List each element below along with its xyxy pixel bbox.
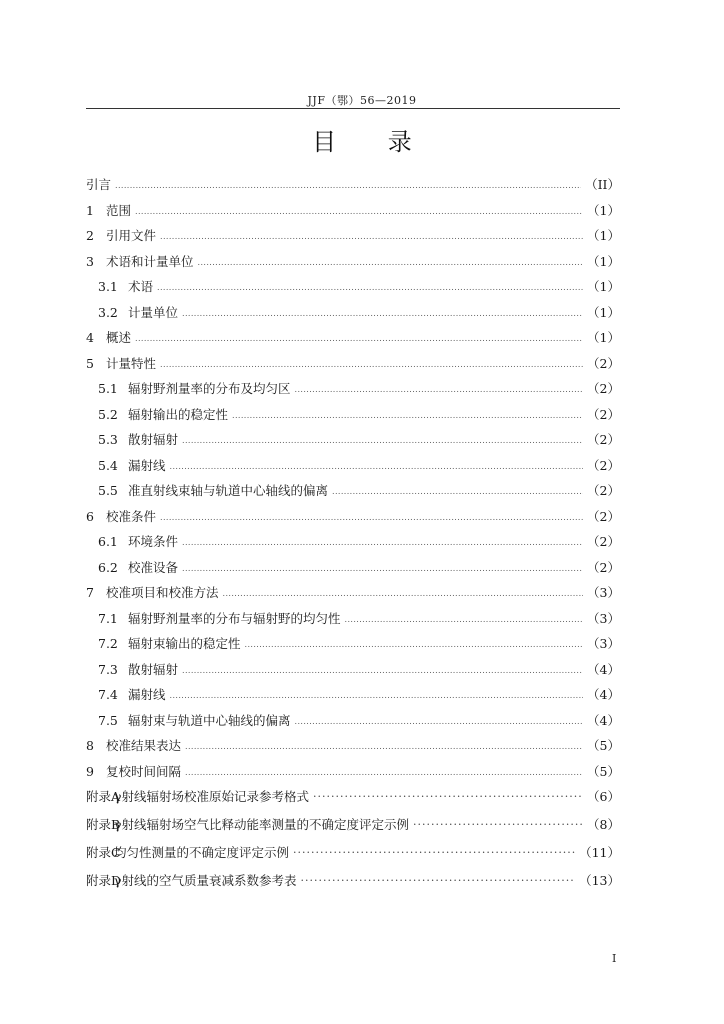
toc-entry-page: （1） (587, 228, 620, 243)
toc-entry-label: 校准条件 (106, 508, 157, 524)
toc-entry-label: 复校时间间隔 (106, 763, 182, 779)
page-title: 目 录 (312, 128, 434, 156)
toc-entry-9[interactable] (86, 762, 620, 788)
toc-appendix-c[interactable] (86, 843, 620, 871)
toc-entry-number: 5.1 (98, 381, 118, 396)
toc-entry-label: 校准项目和校准方法 (106, 585, 219, 600)
toc-entry-page: （1） (587, 304, 620, 320)
toc-entry-2[interactable] (86, 226, 620, 252)
toc-entry-label: 散射辐射 (128, 661, 179, 677)
toc-entry-number: 6.1 (98, 534, 118, 549)
toc-entry-8[interactable] (86, 736, 620, 762)
toc-entry-page: （2） (587, 483, 620, 498)
toc-entry-number: 5 (86, 355, 94, 371)
toc-leader-dots (345, 610, 584, 625)
toc-leader-dots (160, 508, 583, 523)
toc-entry-1[interactable] (86, 201, 620, 227)
toc-entry-number: 5.3 (98, 432, 118, 447)
toc-appendix-label: γ射线的空气质量衰减系数参考表 (114, 873, 297, 888)
toc-leader-dots (313, 788, 583, 803)
toc-appendix-a[interactable] (86, 787, 620, 815)
toc-entry-page: （II） (585, 177, 620, 192)
toc-entry-number: 8 (86, 738, 94, 753)
toc-entry-3-1[interactable] (86, 277, 620, 303)
toc-entry-label: 术语 (128, 279, 154, 294)
toc-entry-5-5[interactable] (86, 481, 620, 507)
toc-entry-7-5[interactable] (86, 711, 620, 737)
toc-entry-5-4[interactable] (86, 456, 620, 482)
toc-appendix-number: 附录B (86, 817, 121, 832)
toc-entry-label: 范围 (106, 202, 132, 218)
toc-entry-label: 环境条件 (128, 534, 179, 549)
toc-entry-page: （4） (587, 712, 620, 728)
toc-leader-dots (300, 872, 575, 887)
toc-leader-dots (295, 380, 584, 395)
toc-appendix-page: （6） (587, 789, 620, 804)
toc-appendix-number: 附录D (86, 873, 122, 888)
toc-appendix-page: （11） (579, 845, 620, 860)
toc-leader-dots (223, 584, 584, 599)
toc-leader-dots (182, 533, 583, 548)
page-number: I (612, 952, 617, 965)
toc-leader-dots (295, 712, 584, 727)
toc-entry-number: 3.2 (98, 304, 118, 320)
toc-entry-label: 辐射野剂量率的分布与辐射野的均匀性 (128, 610, 341, 626)
toc-leader-dots (232, 406, 583, 421)
toc-leader-dots (170, 686, 584, 701)
toc-appendix-page: （8） (587, 817, 620, 832)
toc-entry-foreword[interactable] (86, 175, 620, 201)
toc-entry-number: 7 (86, 585, 94, 600)
toc-entry-number: 9 (86, 763, 94, 779)
toc-entry-page: （4） (587, 687, 620, 702)
toc-entry-number: 7.3 (98, 661, 118, 677)
toc-entry-page: （1） (587, 202, 620, 218)
toc-appendix-number: 附录A (86, 789, 121, 804)
toc-leader-dots (135, 202, 583, 217)
toc-entry-number: 7.2 (98, 636, 118, 651)
toc-leader-dots (182, 559, 583, 574)
toc-entry-page: （5） (587, 763, 620, 779)
toc-entry-page: （4） (587, 661, 620, 677)
toc-entry-page: （1） (587, 253, 620, 269)
document-code: JJF（鄂）56—2019 (307, 94, 417, 107)
toc-entry-number: 7.1 (98, 610, 118, 626)
toc-entry-label: 准直射线束轴与轨道中心轴线的偏离 (128, 483, 329, 498)
toc-entry-page: （2） (587, 381, 620, 396)
toc-entry-number: 7.4 (98, 687, 118, 702)
toc-entry-label: 概述 (106, 330, 132, 345)
toc-leader-dots (115, 176, 581, 191)
toc-leader-dots (413, 816, 583, 831)
toc-leader-dots (332, 482, 583, 497)
toc-entry-label: 辐射野剂量率的分布及均匀区 (128, 381, 291, 396)
header-rule (86, 108, 620, 109)
toc-entry-7-2[interactable] (86, 634, 620, 660)
toc-leader-dots (185, 737, 583, 752)
toc-entry-label: 引用文件 (106, 228, 157, 243)
toc-leader-dots (198, 253, 584, 268)
toc-entry-5-2[interactable] (86, 405, 620, 431)
toc-entry-number: 4 (86, 330, 94, 345)
toc-leader-dots (245, 635, 584, 650)
toc-entry-label: 辐射束输出的稳定性 (128, 636, 241, 651)
table-of-contents (86, 175, 620, 899)
toc-entry-3[interactable] (86, 252, 620, 278)
toc-appendix-page: （13） (579, 873, 620, 888)
toc-leader-dots (135, 329, 583, 344)
toc-entry-6[interactable] (86, 507, 620, 533)
toc-leader-dots (160, 227, 583, 242)
toc-entry-7-4[interactable] (86, 685, 620, 711)
toc-entry-page: （3） (587, 610, 620, 626)
toc-entry-5-1[interactable] (86, 379, 620, 405)
toc-entry-page: （1） (587, 330, 620, 345)
toc-entry-5[interactable] (86, 354, 620, 380)
toc-entry-number: 3.1 (98, 279, 118, 294)
toc-entry-number: 6 (86, 508, 94, 524)
toc-entry-7-1[interactable] (86, 609, 620, 635)
toc-entry-label: 校准结果表达 (106, 738, 182, 753)
toc-entry-label: 计量特性 (106, 355, 157, 371)
toc-entry-number: 3 (86, 253, 94, 269)
toc-entry-page: （2） (587, 534, 620, 549)
toc-appendix-label: 均匀性测量的不确定度评定示例 (114, 845, 290, 860)
toc-entry-label: 计量单位 (128, 304, 179, 320)
toc-appendix-b[interactable] (86, 815, 620, 843)
toc-leader-dots (157, 278, 583, 293)
toc-entry-page: （2） (587, 406, 620, 422)
toc-entry-label: 散射辐射 (128, 432, 179, 447)
toc-entry-number: 7.5 (98, 712, 118, 728)
toc-entry-page: （5） (587, 738, 620, 753)
toc-appendix-number: 附录C (86, 845, 121, 860)
toc-entry-label: 漏射线 (128, 457, 166, 473)
toc-entry-label: 漏射线 (128, 687, 166, 702)
toc-leader-dots (293, 844, 575, 859)
toc-leader-dots (170, 457, 584, 472)
toc-leader-dots (182, 431, 583, 446)
toc-entry-page: （2） (587, 355, 620, 371)
toc-leader-dots (182, 304, 583, 319)
toc-leader-dots (182, 661, 583, 676)
toc-entry-page: （2） (587, 559, 620, 575)
toc-entry-4[interactable] (86, 328, 620, 354)
toc-entry-page: （2） (587, 508, 620, 524)
toc-entry-page: （2） (587, 457, 620, 473)
toc-leader-dots (160, 355, 583, 370)
toc-appendix-label: γ射线辐射场校准原始记录参考格式 (114, 789, 309, 804)
toc-entry-number: 2 (86, 228, 94, 243)
toc-appendix-d[interactable] (86, 871, 620, 899)
toc-entry-3-2[interactable] (86, 303, 620, 329)
toc-entry-5-3[interactable] (86, 430, 620, 456)
toc-entry-number: 5.5 (98, 483, 118, 498)
toc-entry-label: 辐射输出的稳定性 (128, 406, 229, 422)
toc-appendix-label: γ射线辐射场空气比释动能率测量的不确定度评定示例 (114, 817, 409, 832)
toc-entry-label: 校准设备 (128, 559, 179, 575)
toc-entry-7[interactable] (86, 583, 620, 609)
toc-entry-page: （3） (587, 636, 620, 651)
toc-entry-7-3[interactable] (86, 660, 620, 686)
toc-entry-number: 5.4 (98, 457, 118, 473)
toc-leader-dots (185, 763, 583, 778)
toc-entry-6-1[interactable] (86, 532, 620, 558)
toc-entry-number: 1 (86, 202, 94, 218)
toc-entry-6-2[interactable] (86, 558, 620, 584)
toc-entry-number: 5.2 (98, 406, 118, 422)
toc-entry-label: 辐射束与轨道中心轴线的偏离 (128, 712, 291, 728)
toc-entry-label: 引言 (86, 177, 112, 192)
toc-entry-page: （3） (587, 585, 620, 600)
toc-entry-page: （1） (587, 279, 620, 294)
toc-entry-number: 6.2 (98, 559, 118, 575)
toc-entry-page: （2） (587, 432, 620, 447)
toc-entry-label: 术语和计量单位 (106, 253, 194, 269)
